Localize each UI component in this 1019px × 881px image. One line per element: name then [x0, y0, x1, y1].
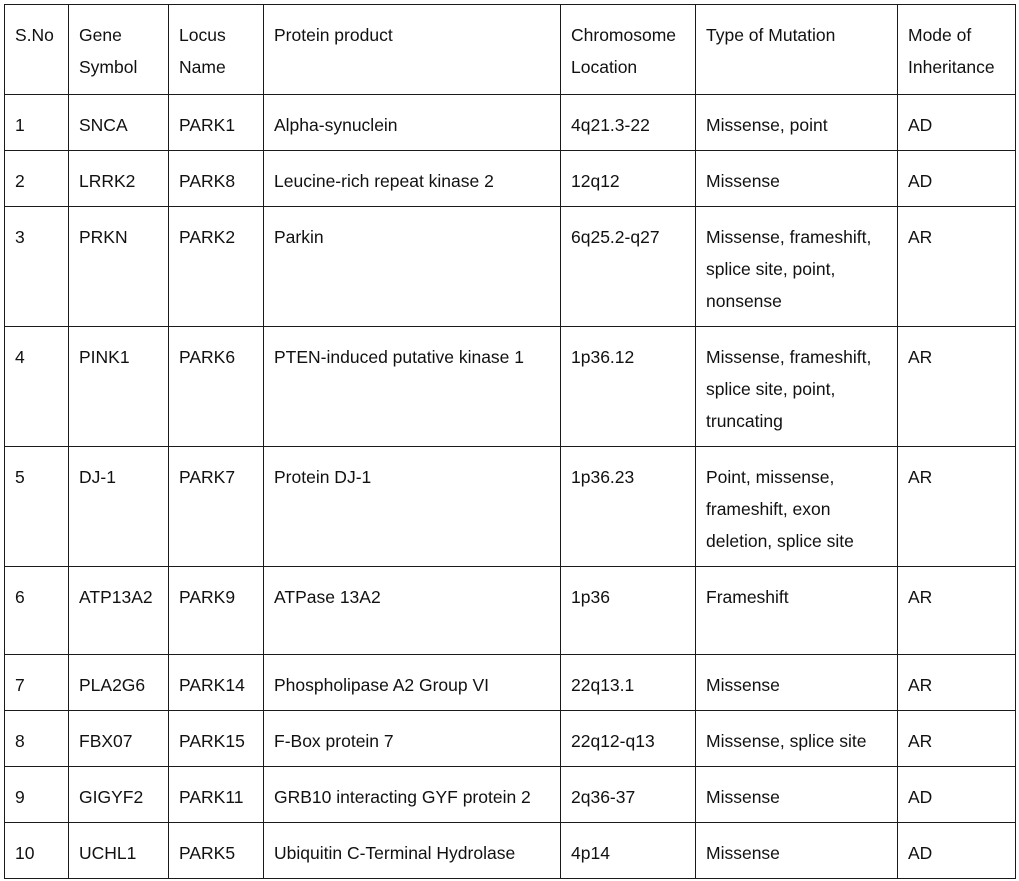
table-cell: 1p36.23 — [561, 447, 696, 567]
table-cell: Missense, splice site — [696, 711, 898, 767]
table-cell: 8 — [5, 711, 69, 767]
table-cell: Missense, frameshift, splice site, point, nonsense — [696, 207, 898, 327]
table-cell: Ubiquitin C-Terminal Hydrolase — [264, 823, 561, 879]
table-cell: GIGYF2 — [69, 767, 169, 823]
table-cell: AR — [898, 207, 1016, 327]
table-cell: 22q12-q13 — [561, 711, 696, 767]
table-cell: 4 — [5, 327, 69, 447]
table-row — [5, 655, 1016, 711]
table-cell: Missense — [696, 767, 898, 823]
table-cell: Frameshift — [696, 567, 898, 655]
table-cell: AR — [898, 655, 1016, 711]
table-cell: LRRK2 — [69, 151, 169, 207]
table-cell: 1 — [5, 95, 69, 151]
table-cell: 10 — [5, 823, 69, 879]
table-cell: 4p14 — [561, 823, 696, 879]
table-cell: DJ-1 — [69, 447, 169, 567]
table-header-row — [5, 5, 1016, 95]
table-cell: 5 — [5, 447, 69, 567]
table-cell: Missense — [696, 151, 898, 207]
table-row — [5, 711, 1016, 767]
table-cell: AR — [898, 327, 1016, 447]
table-row — [5, 447, 1016, 567]
table-cell: Missense — [696, 823, 898, 879]
table-cell: Protein DJ-1 — [264, 447, 561, 567]
table-cell: 6 — [5, 567, 69, 655]
table-cell: ATPase 13A2 — [264, 567, 561, 655]
table-cell: PARK6 — [169, 327, 264, 447]
table-row — [5, 95, 1016, 151]
table-cell: AD — [898, 767, 1016, 823]
table-cell: PARK9 — [169, 567, 264, 655]
table-cell: PARK2 — [169, 207, 264, 327]
table-cell: Phospholipase A2 Group VI — [264, 655, 561, 711]
table-cell: 2q36-37 — [561, 767, 696, 823]
table-row — [5, 207, 1016, 327]
header-cell-protein-product: Protein product — [264, 5, 561, 95]
table-cell: PARK1 — [169, 95, 264, 151]
table-cell: AR — [898, 711, 1016, 767]
table-cell: Leucine-rich repeat kinase 2 — [264, 151, 561, 207]
header-cell-mode-of-inheritance: Mode of Inheritance — [898, 5, 1016, 95]
table-row — [5, 327, 1016, 447]
table-cell: 2 — [5, 151, 69, 207]
table-cell: 3 — [5, 207, 69, 327]
table-cell: PRKN — [69, 207, 169, 327]
table-row — [5, 823, 1016, 879]
table-cell: Parkin — [264, 207, 561, 327]
table-cell: 6q25.2-q27 — [561, 207, 696, 327]
table-cell: AR — [898, 447, 1016, 567]
table-cell: PARK11 — [169, 767, 264, 823]
table-cell: PARK14 — [169, 655, 264, 711]
table-cell: PARK5 — [169, 823, 264, 879]
table-cell: 22q13.1 — [561, 655, 696, 711]
table-cell: AD — [898, 151, 1016, 207]
table-cell: 9 — [5, 767, 69, 823]
table-cell: PARK8 — [169, 151, 264, 207]
table-cell: UCHL1 — [69, 823, 169, 879]
header-cell-sno: S.No — [5, 5, 69, 95]
table-cell: SNCA — [69, 95, 169, 151]
table-cell: 12q12 — [561, 151, 696, 207]
header-cell-locus-name: Locus Name — [169, 5, 264, 95]
table-cell: ATP13A2 — [69, 567, 169, 655]
parkinson-genes-table — [4, 4, 1016, 879]
table-cell: AD — [898, 95, 1016, 151]
table-cell: PARK15 — [169, 711, 264, 767]
table-cell: AR — [898, 567, 1016, 655]
table-cell: Missense, point — [696, 95, 898, 151]
table-cell: 7 — [5, 655, 69, 711]
table-cell: PTEN-induced putative kinase 1 — [264, 327, 561, 447]
table-cell: 1p36.12 — [561, 327, 696, 447]
table-row — [5, 567, 1016, 655]
table-cell: PARK7 — [169, 447, 264, 567]
table-cell: GRB10 interacting GYF protein 2 — [264, 767, 561, 823]
table-row — [5, 767, 1016, 823]
table-cell: AD — [898, 823, 1016, 879]
table-cell: Missense, frameshift, splice site, point, truncating — [696, 327, 898, 447]
table-cell: PLA2G6 — [69, 655, 169, 711]
header-cell-type-of-mutation: Type of Mutation — [696, 5, 898, 95]
table-cell: Missense — [696, 655, 898, 711]
table-cell: 1p36 — [561, 567, 696, 655]
header-cell-chromosome-location: Chromosome Location — [561, 5, 696, 95]
table-row — [5, 151, 1016, 207]
table-cell: Point, missense, frameshift, exon deletion, splice site — [696, 447, 898, 567]
table-cell: PINK1 — [69, 327, 169, 447]
table-cell: 4q21.3-22 — [561, 95, 696, 151]
header-cell-gene-symbol: Gene Symbol — [69, 5, 169, 95]
table-cell: F-Box protein 7 — [264, 711, 561, 767]
table-cell: Alpha-synuclein — [264, 95, 561, 151]
table-cell: FBX07 — [69, 711, 169, 767]
